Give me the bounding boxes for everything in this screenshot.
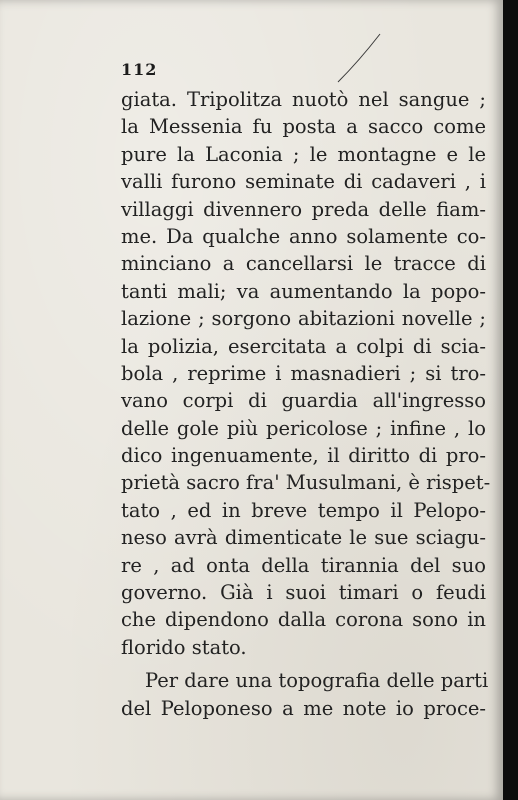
text-line: tato , ed in breve tempo il Pelopo- (121, 498, 486, 522)
text-line: me. Da qualche anno solamente co- (121, 224, 486, 248)
text-line: governo. Già i suoi timari o feudi (121, 581, 486, 605)
text-line: prietà sacro fra' Musulmani, è rispet- (121, 471, 491, 495)
text-line: del Peloponeso a me note io proce- (121, 696, 486, 720)
text-line: Per dare una topografia delle parti (145, 669, 489, 693)
text-line: re , ad onta della tirannia del suo (121, 553, 486, 577)
text-line: che dipendono dalla corona sono in (121, 608, 486, 632)
text-line: dico ingenuamente, il diritto di pro- (121, 444, 486, 468)
text-line: valli furono seminate di cadaveri , i (121, 170, 486, 194)
text-line: villaggi divennero preda delle fiam- (121, 197, 486, 221)
text-line: florido stato. (121, 635, 247, 659)
text-line: la Messenia fu posta a sacco come (121, 115, 486, 139)
text-line: la polizia, esercitata a colpi di scia- (121, 334, 486, 358)
text-line: lazione ; sorgono abitazioni novelle ; (121, 307, 486, 331)
text-line: neso avrà dimenticate le sue sciagu- (121, 526, 486, 550)
text-line: minciano a cancellarsi le tracce di (121, 252, 486, 276)
paragraph-1 (121, 86, 491, 661)
text-line: vano corpi di guardia all'ingresso (121, 389, 486, 413)
text-line: giata. Tripolitza nuotò nel sangue ; (121, 88, 486, 111)
paragraph-2 (121, 667, 489, 722)
page-number: 112 (121, 60, 158, 79)
body-text (121, 86, 491, 722)
text-line: delle gole più pericolose ; infine , lo (121, 416, 486, 440)
text-line: pure la Laconia ; le montagne e le (121, 142, 486, 166)
text-line: tanti mali; va aumentando la popo- (121, 279, 486, 303)
text-line: bola , reprime i masnadieri ; si tro- (121, 361, 486, 385)
